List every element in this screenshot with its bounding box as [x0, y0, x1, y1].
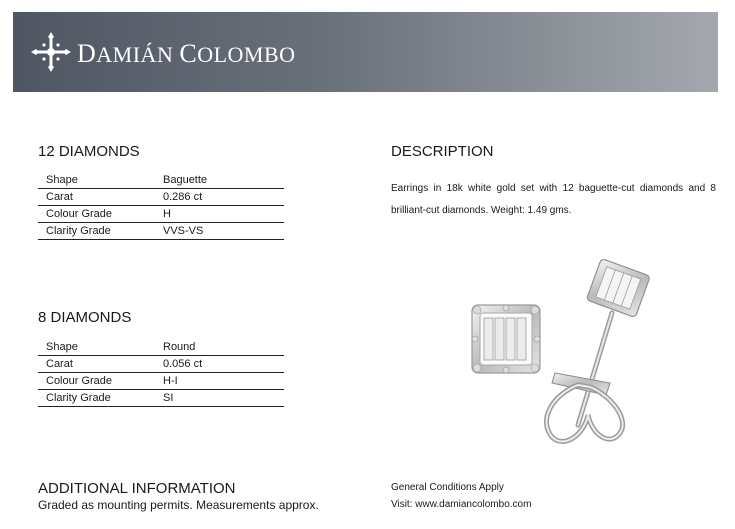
section-title-12-diamonds: 12 DIAMONDS	[38, 143, 140, 160]
section-title-additional-information: ADDITIONAL INFORMATION	[38, 480, 236, 497]
spec-table-12-diamonds	[38, 172, 284, 240]
website-link[interactable]: Visit: www.damiancolombo.com	[391, 499, 532, 510]
table-row	[38, 390, 284, 407]
section-title-8-diamonds: 8 DIAMONDS	[38, 309, 132, 326]
spec-value: 0.056 ct	[163, 356, 284, 373]
brand-initial-last: C	[179, 39, 198, 68]
table-row	[38, 373, 284, 390]
spec-value: H	[163, 206, 284, 223]
spec-label: Colour Grade	[38, 206, 163, 223]
spec-label: Carat	[38, 356, 163, 373]
section-title-description: DESCRIPTION	[391, 143, 494, 160]
cross-fleur-icon	[30, 31, 72, 73]
table-row	[38, 189, 284, 206]
brand-last-rest: OLOMBO	[197, 42, 296, 67]
earring-product-image	[460, 255, 675, 455]
table-row	[38, 172, 284, 189]
table-row	[38, 356, 284, 373]
spec-label: Clarity Grade	[38, 390, 163, 407]
table-row	[38, 206, 284, 223]
spec-label: Carat	[38, 189, 163, 206]
spec-label: Shape	[38, 172, 163, 189]
spec-value: SI	[163, 390, 284, 407]
spec-value: Baguette	[163, 172, 284, 189]
spec-value: H-I	[163, 373, 284, 390]
spec-label: Shape	[38, 339, 163, 356]
brand-name	[77, 39, 296, 69]
spec-label: Clarity Grade	[38, 223, 163, 240]
table-row	[38, 223, 284, 240]
spec-value: VVS-VS	[163, 223, 284, 240]
brand-initial-first: D	[77, 39, 97, 68]
description-text: Earrings in 18k white gold set with 12 baguette-cut diamonds and 8 brilliant-cut diamonds. Weight: 1.49 gms.	[391, 183, 716, 216]
spec-value: 0.286 ct	[163, 189, 284, 206]
table-row	[38, 339, 284, 356]
spec-label: Colour Grade	[38, 373, 163, 390]
brand-first-rest: AMIÁN	[96, 42, 174, 67]
general-conditions-text: General Conditions Apply	[391, 482, 504, 493]
header-banner	[13, 12, 718, 92]
additional-information-text: Graded as mounting permits. Measurements approx.	[38, 498, 319, 512]
spec-value: Round	[163, 339, 284, 356]
spec-table-8-diamonds	[38, 339, 284, 407]
